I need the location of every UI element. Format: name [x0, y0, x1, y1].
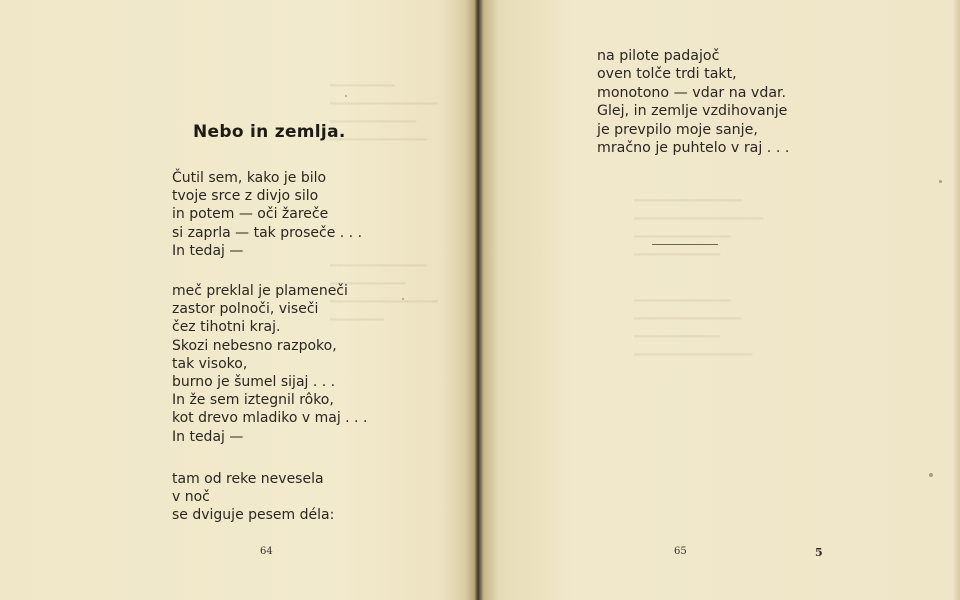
- left-page: [0, 0, 476, 600]
- verse-line: tak visoko,: [172, 355, 248, 372]
- verse-line: na pilote padajoč: [597, 48, 720, 64]
- paper-speck: [345, 95, 347, 97]
- verse-line: In že sem iztegnil rôko,: [172, 392, 334, 409]
- bleed-through-text: ▁▁▁▁▁▁▁▁▁▁ ▁▁▁▁▁▁▁▁▁▁▁▁ ▁▁▁▁▁▁▁▁▁ ▁▁▁▁▁▁▁▁: [634, 186, 764, 256]
- verse-line: zastor polnoči, viseči: [172, 301, 319, 318]
- verse-line: in potem — oči žareče: [172, 206, 329, 223]
- bleed-through-text: ▁▁▁▁▁▁▁▁▁ ▁▁▁▁▁▁▁▁▁▁ ▁▁▁▁▁▁▁▁ ▁▁▁▁▁▁▁▁▁▁▁: [634, 286, 753, 356]
- paper-speck: [402, 298, 404, 300]
- verse-line: mračno je puhtelo v raj . . .: [597, 140, 790, 157]
- verse-line: Skozi nebesno razpoko,: [172, 337, 337, 354]
- verse-line: tvoje srce z divjo silo: [172, 188, 319, 205]
- verse-line: v noč: [172, 489, 210, 506]
- verse-line: In tedaj —: [172, 242, 244, 259]
- poem-title: Nebo in zemlja.: [193, 122, 346, 142]
- verse-line: kot drevo mladiko v maj . . .: [172, 410, 368, 427]
- stanza-2: [172, 282, 367, 446]
- section-divider-rule: [652, 244, 718, 245]
- bleed-through-text: ▁▁▁▁▁▁ ▁▁▁▁▁▁▁▁▁▁ ▁▁▁▁▁▁▁▁ ▁▁▁▁▁▁▁▁▁: [330, 71, 438, 141]
- verse-line: je prevpilo moje sanje,: [597, 121, 758, 138]
- verse-line: se dviguje pesem déla:: [172, 507, 335, 524]
- stanza-4: [597, 47, 789, 157]
- paper-speck: [939, 180, 942, 183]
- verse-line: Čutil sem, kako je bilo: [172, 170, 327, 186]
- page-number-right: 65: [674, 546, 687, 557]
- page-number-left: 64: [260, 546, 273, 557]
- stanza-3: [172, 470, 334, 525]
- page-edge: [954, 0, 960, 600]
- verse-line: čez tihotni kraj.: [172, 319, 281, 336]
- bleed-through-text: ▁▁▁▁▁▁▁▁▁ ▁▁▁▁▁▁▁ ▁▁▁▁▁▁▁▁▁▁ ▁▁▁▁▁: [330, 251, 438, 321]
- paper-speck: [929, 473, 933, 477]
- verse-line: In tedaj —: [172, 428, 244, 445]
- verse-line: Glej, in zemlje vzdihovanje: [597, 103, 788, 120]
- verse-line: oven tolče trdi takt,: [597, 66, 737, 83]
- verse-line: si zaprla — tak proseče . . .: [172, 224, 363, 241]
- verse-line: tam od reke nevesela: [172, 471, 324, 487]
- signature-mark: 5: [815, 546, 823, 559]
- stanza-1: [172, 169, 362, 260]
- verse-line: monotono — vdar na vdar.: [597, 84, 787, 101]
- verse-line: meč preklal je plameneči: [172, 283, 348, 299]
- verse-line: burno je šumel sijaj . . .: [172, 374, 336, 391]
